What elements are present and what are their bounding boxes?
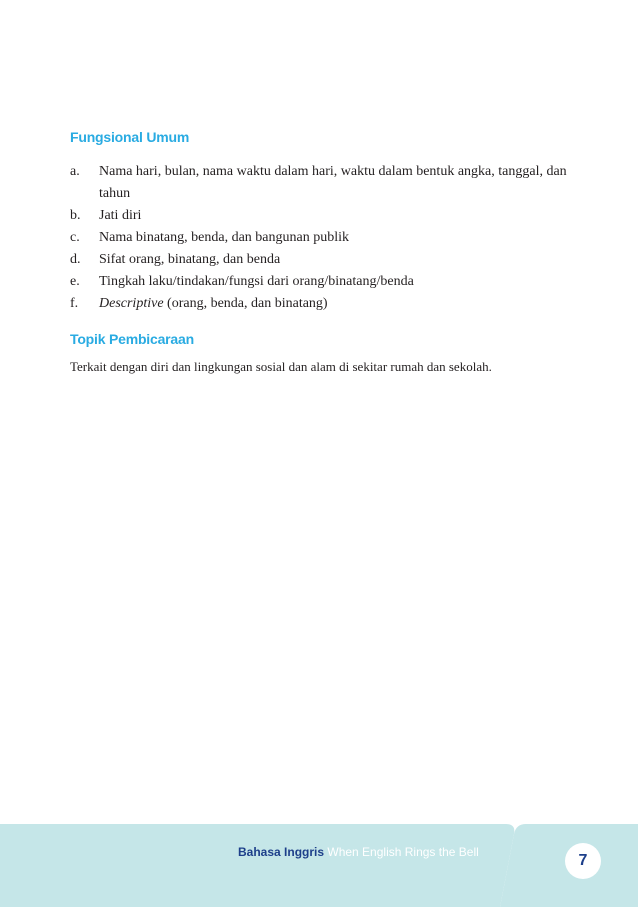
section-heading-topik-pembicaraan: Topik Pembicaraan xyxy=(70,331,194,347)
list-marker: d. xyxy=(70,252,81,267)
list-item xyxy=(70,293,590,315)
topik-pembicaraan-text: Terkait dengan diri dan lingkungan sosial dan alam di sekitar rumah dan sekolah. xyxy=(70,359,492,374)
footer-book-title xyxy=(238,845,479,859)
fungsional-umum-list xyxy=(70,161,590,315)
list-marker: a. xyxy=(70,164,80,179)
page-number: 7 xyxy=(565,843,601,879)
footer-book-title-main: Bahasa Inggris xyxy=(238,845,325,859)
list-item xyxy=(70,161,590,205)
list-item-text: Nama binatang, benda, dan bangunan publik xyxy=(99,230,349,245)
list-marker: b. xyxy=(70,208,81,223)
list-item-text: Tingkah laku/tindakan/fungsi dari orang/binatang/benda xyxy=(99,274,414,289)
list-item-text: Jati diri xyxy=(99,208,142,223)
list-item-text: Sifat orang, binatang, dan benda xyxy=(99,252,281,267)
list-item xyxy=(70,271,590,293)
list-item-text-rest: (orang, benda, dan binatang) xyxy=(163,296,328,311)
list-marker: f. xyxy=(70,296,79,311)
list-item-text: Nama hari, bulan, nama waktu dalam hari, waktu dalam bentuk angka, tanggal, dan tahun xyxy=(99,164,567,201)
list-marker: e. xyxy=(70,274,80,289)
footer-book-subtitle: When English Rings the Bell xyxy=(324,845,479,859)
list-item-text xyxy=(99,293,590,315)
list-item xyxy=(70,249,590,271)
footer-band-shape xyxy=(0,820,638,907)
list-item-italic-term: Descriptive xyxy=(99,296,164,311)
list-marker: c. xyxy=(70,230,80,245)
list-item xyxy=(70,205,590,227)
list-item xyxy=(70,227,590,249)
section-heading-fungsional-umum: Fungsional Umum xyxy=(70,129,190,145)
footer-band xyxy=(0,820,638,907)
